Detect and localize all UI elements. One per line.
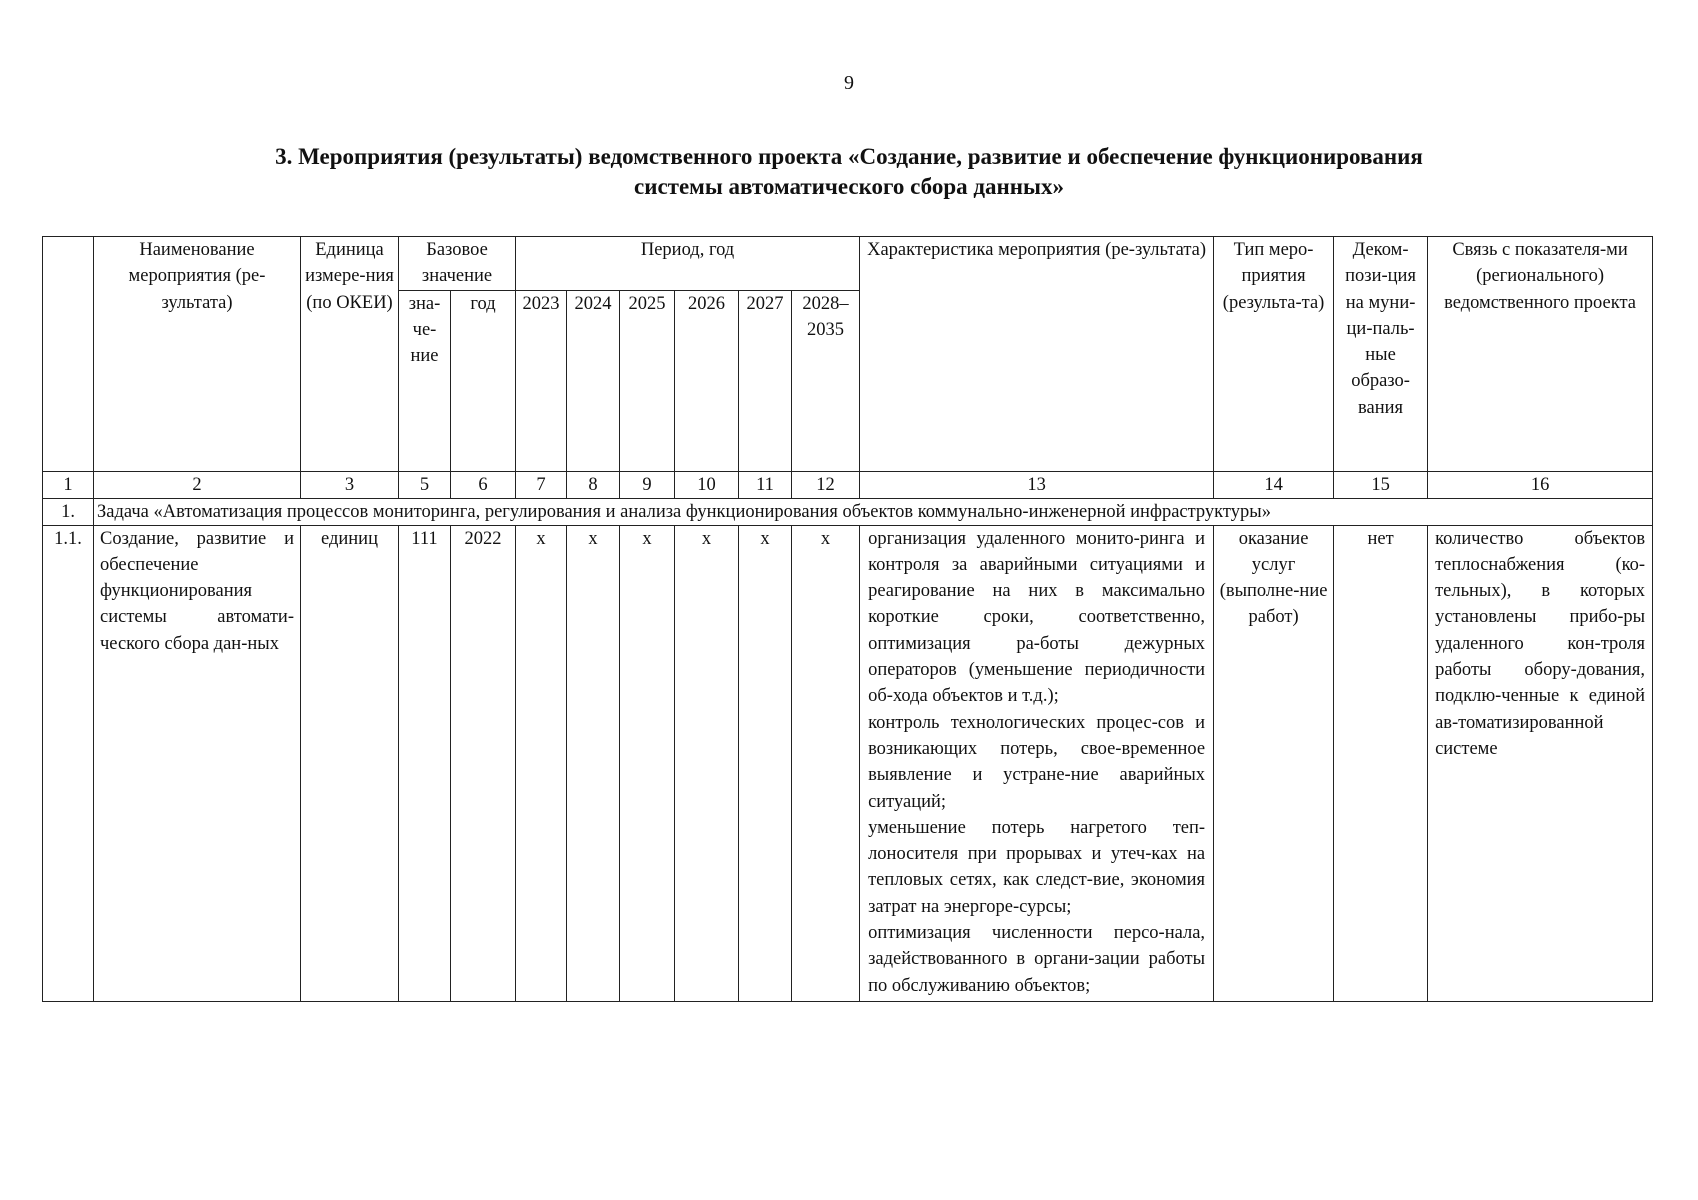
characteristic-item: уменьшение потерь нагретого теп-лоносителя при прорывах и утеч-ках на тепловых сетях, как следст-вие, экономия затрат на энергоре-сурсы; — [868, 817, 1206, 917]
row-decomposition: нет — [1334, 525, 1428, 1001]
task-number: 1. — [43, 498, 94, 525]
header-row-1 — [43, 237, 1653, 291]
characteristic-item: организация удаленного монито-ринга и контроля за аварийными ситуациями и реагирование на них в максимально короткие сроки, соответственно, оптимизация ра-боты дежурных операторов (уменьшение периодичности об-хода объектов и т.д.); — [868, 528, 1206, 707]
header-characteristic: Характеристика мероприятия (ре-зультата) — [860, 237, 1214, 472]
characteristic-item: контроль технологических процес-сов и возникающих потерь, свое-временное выявление и устране-ние аварийных ситуаций; — [868, 712, 1206, 812]
section-title-line-2: системы автоматического сбора данных» — [634, 174, 1064, 199]
header-base-value: зна-че-ние — [399, 290, 451, 471]
header-year-2024: 2024 — [567, 290, 620, 471]
row-year-2025: x — [620, 525, 675, 1001]
header-year-2027: 2027 — [739, 290, 792, 471]
section-title-line-1: 3. Мероприятия (результаты) ведомственного проекта «Создание, развитие и обеспечение функционирования — [275, 144, 1423, 169]
header-period: Период, год — [516, 237, 860, 291]
column-number: 13 — [860, 471, 1214, 498]
header-base: Базовое значение — [399, 237, 516, 291]
row-unit: единиц — [301, 525, 399, 1001]
characteristic-item: оптимизация численности персо-нала, задействованного в органи-зации работы по обслуживанию объектов; — [868, 923, 1206, 996]
header-decomposition: Деком-пози-ция на муни-ци-паль-ные образо-вания — [1334, 237, 1428, 472]
table-row — [43, 525, 1653, 1001]
row-number: 1.1. — [43, 525, 94, 1001]
task-text: Задача «Автоматизация процессов мониторинга, регулирования и анализа функционирования объектов коммунально-инженерной инфраструктуры» — [94, 498, 1653, 525]
header-base-year: год — [451, 290, 516, 471]
header-number-cell — [43, 237, 94, 472]
column-number: 7 — [516, 471, 567, 498]
column-number: 12 — [792, 471, 860, 498]
row-year-2027: x — [739, 525, 792, 1001]
column-number: 5 — [399, 471, 451, 498]
column-number: 11 — [739, 471, 792, 498]
row-base-value: 111 — [399, 525, 451, 1001]
task-row — [43, 498, 1653, 525]
header-year-2023: 2023 — [516, 290, 567, 471]
header-year-2026: 2026 — [675, 290, 739, 471]
column-number: 8 — [567, 471, 620, 498]
column-number: 16 — [1428, 471, 1653, 498]
row-characteristic — [860, 525, 1214, 1001]
column-number: 2 — [94, 471, 301, 498]
column-number: 10 — [675, 471, 739, 498]
header-year-2028-2035: 2028–2035 — [792, 290, 860, 471]
column-number: 9 — [620, 471, 675, 498]
header-name: Наименование мероприятия (ре-зультата) — [94, 237, 301, 472]
section-title — [0, 142, 1698, 202]
column-number: 6 — [451, 471, 516, 498]
column-number: 3 — [301, 471, 399, 498]
page-number: 9 — [844, 72, 854, 94]
measures-table — [42, 236, 1653, 1002]
header-type: Тип меро-приятия (результа-та) — [1214, 237, 1334, 472]
column-number: 14 — [1214, 471, 1334, 498]
column-number: 1 — [43, 471, 94, 498]
row-name: Создание, развитие и обеспечение функционирования системы автомати-ческого сбора дан-ных — [94, 525, 301, 1001]
row-year-2024: x — [567, 525, 620, 1001]
row-year-2023: x — [516, 525, 567, 1001]
header-year-2025: 2025 — [620, 290, 675, 471]
row-link: количество объектов теплоснабжения (ко-тельных), в которых установлены прибо-ры удаленного кон-троля работы обору-дования, подклю-ченные к единой ав-томатизированной системе — [1428, 525, 1653, 1001]
row-year-2028-2035: x — [792, 525, 860, 1001]
header-unit: Единица измере-ния (по ОКЕИ) — [301, 237, 399, 472]
row-year-2026: x — [675, 525, 739, 1001]
row-type: оказание услуг (выполне-ние работ) — [1214, 525, 1334, 1001]
row-base-year: 2022 — [451, 525, 516, 1001]
header-link: Связь с показателя-ми (регионального) ведомственного проекта — [1428, 237, 1653, 472]
column-numbers-row — [43, 471, 1653, 498]
column-number: 15 — [1334, 471, 1428, 498]
